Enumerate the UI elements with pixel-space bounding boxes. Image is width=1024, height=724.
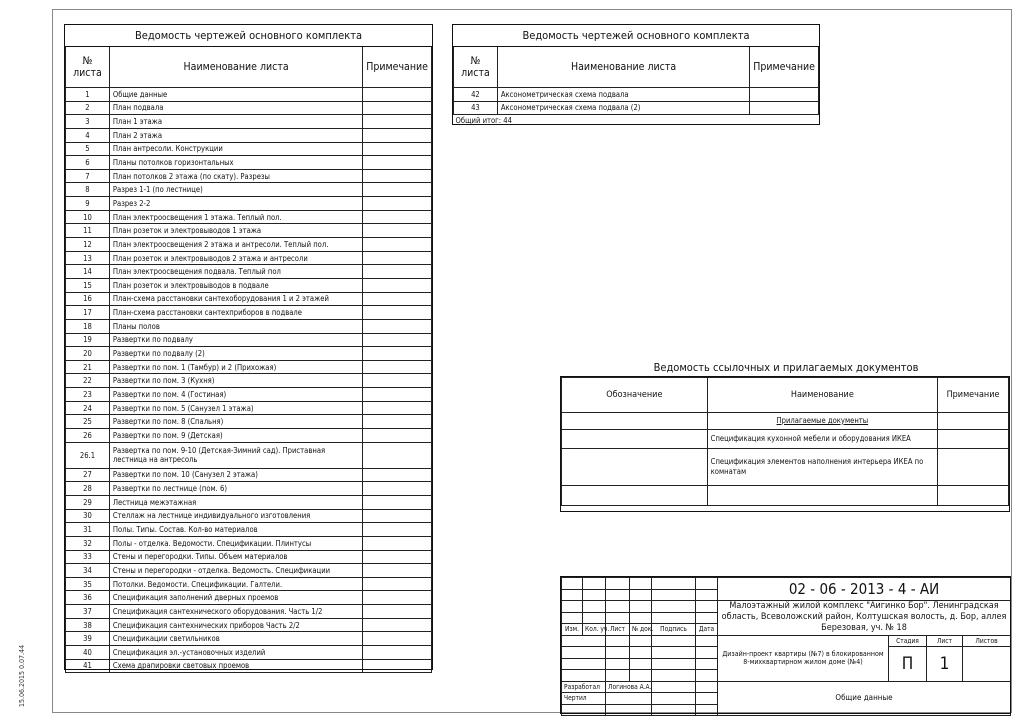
sheet-name: Развертки по лестнице (пом. 6) — [109, 482, 362, 496]
sheet-note — [363, 374, 432, 388]
sheet-row — [66, 591, 432, 605]
sheet-note — [363, 388, 432, 402]
sheets-total: Общий итог: 44 — [455, 116, 512, 126]
sheet-name: Планы потолков горизонтальных — [109, 156, 362, 170]
sheet-name: Спецификация эл.-установочных изделий — [109, 645, 362, 659]
sheets-table-title: Ведомость чертежей основного комплекта — [66, 25, 432, 47]
sheet-name: Спецификации светильников — [109, 632, 362, 646]
sheet-number: 29 — [66, 495, 110, 509]
sheet-row — [66, 101, 432, 115]
drafter-role: Чертил — [562, 693, 606, 705]
sheet-number: 9 — [66, 197, 110, 211]
sheet-row — [66, 442, 432, 468]
sheet-number: 10 — [66, 210, 110, 224]
sheet-number: 26.1 — [66, 442, 110, 468]
doc-row-name: Спецификация кухонной мебели и оборудования ИКЕА — [707, 430, 937, 449]
sheet-note — [363, 238, 432, 252]
sheet-number: 6 — [66, 156, 110, 170]
sheet-note — [363, 564, 432, 578]
sheet-name: План розеток и электровыводов в подвале — [109, 278, 362, 292]
sheet-note — [363, 101, 432, 115]
sheet-row — [66, 360, 432, 374]
sheet-row — [66, 251, 432, 265]
sheet-number: 5 — [66, 142, 110, 156]
col-designation: Обозначение — [562, 378, 708, 413]
sheet-note — [363, 523, 432, 537]
sheet-number: 39 — [66, 632, 110, 646]
sheet-row — [66, 278, 432, 292]
document-code: 02 - 06 - 2013 - 4 - АИ — [718, 578, 1011, 601]
sheet-note — [363, 618, 432, 632]
sheet-row — [66, 482, 432, 496]
sheet-row — [66, 306, 432, 320]
sheet-number: 28 — [66, 482, 110, 496]
sheets-table-2-title: Ведомость чертежей основного комплекта — [454, 25, 819, 47]
sheet-name: Полы. Типы. Состав. Кол-во материалов — [109, 523, 362, 537]
sheet-row — [66, 659, 432, 673]
sheet-note — [363, 251, 432, 265]
stamp-col-podpis: Подпись — [652, 624, 696, 636]
sheet-number: 13 — [66, 251, 110, 265]
sheet-row — [66, 292, 432, 306]
sheet-number: 21 — [66, 360, 110, 374]
sheet-name: План подвала — [109, 101, 362, 115]
sheet-name: Спецификация сантехнических приборов Часть 2/2 — [109, 618, 362, 632]
sheet-number: 30 — [66, 509, 110, 523]
sheet-row — [66, 564, 432, 578]
sheet-number: 20 — [66, 347, 110, 361]
sheet-name: Развертки по пом. 8 (Спальня) — [109, 415, 362, 429]
sheet-number: 25 — [66, 415, 110, 429]
sheet-name: Развертки по подвалу (2) — [109, 347, 362, 361]
sheet-row — [66, 142, 432, 156]
sheet-name: Развертки по пом. 1 (Тамбур) и 2 (Прихожая) — [109, 360, 362, 374]
sheet-row — [66, 183, 432, 197]
sheet-row — [66, 468, 432, 482]
sheet-name: План розеток и электровыводов 1 этажа — [109, 224, 362, 238]
sheet-name: Спецификация сантехнического оборудования. Часть 1/2 — [109, 605, 362, 619]
sheet-name: Аксонометрическая схема подвала — [497, 88, 749, 102]
stamp-col-data: Дата — [696, 624, 718, 636]
sheet-name: Потолки. Ведомости. Спецификации. Галтели. — [109, 577, 362, 591]
sheet-name: Развертки по пом. 3 (Кухня) — [109, 374, 362, 388]
sheet-note — [363, 442, 432, 468]
sheet-note — [363, 360, 432, 374]
sheet-name: План электроосвещения 2 этажа и антресоли. Теплый пол. — [109, 238, 362, 252]
sheets-table — [65, 25, 432, 673]
sheet-number: 15 — [66, 278, 110, 292]
sheet-name: План розеток и электровыводов 2 этажа и антресоли — [109, 251, 362, 265]
sheet-note — [363, 495, 432, 509]
sheet-value: 1 — [927, 647, 963, 682]
sheet-row — [66, 605, 432, 619]
sheet-number: 17 — [66, 306, 110, 320]
sheet-name: Схема драпировки световых проемов — [109, 659, 362, 673]
stamp-col-list: Лист — [606, 624, 630, 636]
sheet-number: 19 — [66, 333, 110, 347]
sheet-number: 23 — [66, 388, 110, 402]
sheet-row — [66, 156, 432, 170]
project-description: Дизайн-проект квартиры (№7) в блокированном 8-михквартирном жилом доме (№4) — [718, 635, 889, 681]
sheet-number: 43 — [454, 101, 498, 115]
sheet-name: План 2 этажа — [109, 128, 362, 142]
sheet-name: Аксонометрическая схема подвала (2) — [497, 101, 749, 115]
stamp-col-ndok: № док. — [630, 624, 652, 636]
sheet-name: План 1 этажа — [109, 115, 362, 129]
sheet-row — [66, 429, 432, 443]
sheet-name: Планы полов — [109, 319, 362, 333]
sheet-note — [363, 632, 432, 646]
col-sheet-number: № листа — [454, 47, 498, 88]
sheet-number: 34 — [66, 564, 110, 578]
sheet-number: 38 — [66, 618, 110, 632]
sheet-number: 11 — [66, 224, 110, 238]
sheet-row — [66, 197, 432, 211]
sheet-name: План антресоли. Конструкции — [109, 142, 362, 156]
sheet-name: Спецификация заполнений дверных проемов — [109, 591, 362, 605]
sheet-row — [66, 319, 432, 333]
sheet-note — [363, 115, 432, 129]
sheet-row — [66, 523, 432, 537]
sheet-name: Развертки по пом. 10 (Санузел 2 этажа) — [109, 468, 362, 482]
col-note: Примечание — [363, 47, 432, 88]
sheet-name: Лестница межэтажная — [109, 495, 362, 509]
sheets-table-continued — [453, 25, 819, 126]
sheet-number: 2 — [66, 101, 110, 115]
sheet-row — [454, 88, 819, 102]
stage-label: Стадия — [889, 635, 927, 647]
title-block — [561, 577, 1010, 713]
sheet-name: Стены и перегородки. Типы. Объем материалов — [109, 550, 362, 564]
sheet-number: 14 — [66, 265, 110, 279]
sheet-note — [363, 210, 432, 224]
sheet-note — [363, 265, 432, 279]
sheet-row — [66, 401, 432, 415]
sheet-number: 12 — [66, 238, 110, 252]
sheet-note — [363, 577, 432, 591]
sheet-number: 32 — [66, 536, 110, 550]
sheet-row — [66, 577, 432, 591]
stamp-col-izm: Изм. — [562, 624, 583, 636]
sheet-note — [363, 142, 432, 156]
sheet-row — [66, 169, 432, 183]
col-sheet-name: Наименование листа — [109, 47, 362, 88]
sheet-note — [750, 101, 819, 115]
sheet-note — [363, 128, 432, 142]
sheet-name: Стеллаж на лестнице индивидуального изготовления — [109, 509, 362, 523]
sheet-note — [363, 292, 432, 306]
sheet-note — [363, 224, 432, 238]
sheet-row — [66, 115, 432, 129]
sheet-name: План потолков 2 этажа (по скату). Разрезы — [109, 169, 362, 183]
sheet-name: План электроосвещения подвала. Теплый пол — [109, 265, 362, 279]
sheet-name: План-схема расстановки сантехприборов в подвале — [109, 306, 362, 320]
sheet-number: 42 — [454, 88, 498, 102]
sheet-name: Развертка по пом. 9-10 (Детская-Зимний сад). Приставная лестница на антресоль — [109, 442, 362, 468]
col-sheet-number: № листа — [66, 47, 110, 88]
sheet-note — [363, 278, 432, 292]
sheet-number: 1 — [66, 88, 110, 102]
sheet-row — [66, 224, 432, 238]
sheet-row — [66, 210, 432, 224]
sheet-name: План-схема расстановки сантехоборудования 1 и 2 этажей — [109, 292, 362, 306]
sheet-row — [66, 645, 432, 659]
sheet-note — [363, 306, 432, 320]
developer-role: Разработал — [562, 681, 606, 693]
sheet-row — [66, 495, 432, 509]
sheet-name: Стены и перегородки - отделка. Ведомость. Спецификации — [109, 564, 362, 578]
sheet-note — [363, 319, 432, 333]
developer-name: Логинова А.А. — [606, 681, 652, 693]
sheet-number: 31 — [66, 523, 110, 537]
sheet-row — [66, 415, 432, 429]
sheet-label: Лист — [927, 635, 963, 647]
sheet-note — [363, 605, 432, 619]
sheet-note — [750, 88, 819, 102]
sheet-number: 24 — [66, 401, 110, 415]
sheet-note — [363, 156, 432, 170]
sheet-number: 33 — [66, 550, 110, 564]
sheet-name: Развертки по пом. 4 (Гостиная) — [109, 388, 362, 402]
col-note: Примечание — [750, 47, 819, 88]
sheet-row — [66, 632, 432, 646]
sheets-table-2-body — [454, 88, 819, 115]
sheet-row — [66, 265, 432, 279]
sheet-note — [363, 183, 432, 197]
sheet-note — [363, 591, 432, 605]
sheet-note — [363, 645, 432, 659]
sheet-row — [66, 333, 432, 347]
sheet-number: 16 — [66, 292, 110, 306]
sheets-table-body — [66, 88, 432, 673]
sheet-number: 26 — [66, 429, 110, 443]
sheet-name: Развертки по подвалу — [109, 333, 362, 347]
sheet-name: План электроосвещения 1 этажа. Теплый пол. — [109, 210, 362, 224]
sheet-row — [66, 509, 432, 523]
sheet-note — [363, 429, 432, 443]
sheet-name: Развертки по пом. 5 (Санузел 1 этажа) — [109, 401, 362, 415]
sheet-name: Развертки по пом. 9 (Детская) — [109, 429, 362, 443]
stage-value: П — [889, 647, 927, 682]
sheet-row — [66, 347, 432, 361]
sheet-number: 22 — [66, 374, 110, 388]
sheet-row — [66, 128, 432, 142]
sheet-number: 37 — [66, 605, 110, 619]
docs-table — [561, 377, 1009, 506]
sheet-note — [363, 347, 432, 361]
doc-row-name: Спецификация элементов наполнения интерьера ИКЕА по комнатам — [707, 449, 937, 486]
sheet-number: 3 — [66, 115, 110, 129]
sheet-name: Разрез 1-1 (по лестнице) — [109, 183, 362, 197]
sheet-number: 18 — [66, 319, 110, 333]
sheet-name: Полы - отделка. Ведомости. Спецификации. Плинтусы — [109, 536, 362, 550]
sheet-note — [363, 482, 432, 496]
sheet-note — [363, 550, 432, 564]
doc-row-name — [707, 486, 937, 506]
sheet-number: 40 — [66, 645, 110, 659]
drafter-name — [606, 693, 652, 705]
sheets-label: Листов — [963, 635, 1011, 647]
col-doc-note: Примечание — [938, 378, 1009, 413]
col-sheet-name: Наименование листа — [497, 47, 749, 88]
sheet-note — [363, 659, 432, 673]
sheet-number: 41 — [66, 659, 110, 673]
side-date-stamp: 15.06.2015 0.07.44 — [18, 644, 26, 707]
sheet-row — [454, 101, 819, 115]
sheet-row — [66, 88, 432, 102]
sheet-number: 36 — [66, 591, 110, 605]
sheet-note — [363, 333, 432, 347]
docs-subheader: Прилагаемые документы — [707, 413, 937, 430]
sheet-row — [66, 374, 432, 388]
sheet-number: 4 — [66, 128, 110, 142]
sheet-number: 8 — [66, 183, 110, 197]
sheet-note — [363, 415, 432, 429]
docs-table-title: Ведомость ссылочных и прилагаемых документов — [653, 361, 919, 374]
sheet-row — [66, 618, 432, 632]
sheet-note — [363, 197, 432, 211]
sheet-name: Общие данные — [109, 88, 362, 102]
sheet-name: Общие данные — [718, 681, 1011, 716]
stamp-col-koluch: Кол. уч. — [583, 624, 606, 636]
sheet-row — [66, 388, 432, 402]
sheet-row — [66, 536, 432, 550]
col-doc-name: Наименование — [707, 378, 937, 413]
project-name: Малоэтажный жилой комплекс "Аигинко Бор". Ленинградская область, Всеволожский район, Колтушская волость, д. Бор, аллея Березовая, уч. № 18 — [718, 601, 1011, 636]
sheet-note — [363, 401, 432, 415]
sheet-row — [66, 550, 432, 564]
sheet-note — [363, 88, 432, 102]
sheets-value — [963, 647, 1011, 682]
sheet-number: 35 — [66, 577, 110, 591]
sheet-note — [363, 509, 432, 523]
sheet-note — [363, 536, 432, 550]
sheet-number: 27 — [66, 468, 110, 482]
sheet-note — [363, 468, 432, 482]
sheet-name: Разрез 2-2 — [109, 197, 362, 211]
sheet-note — [363, 169, 432, 183]
sheet-row — [66, 238, 432, 252]
sheet-number: 7 — [66, 169, 110, 183]
